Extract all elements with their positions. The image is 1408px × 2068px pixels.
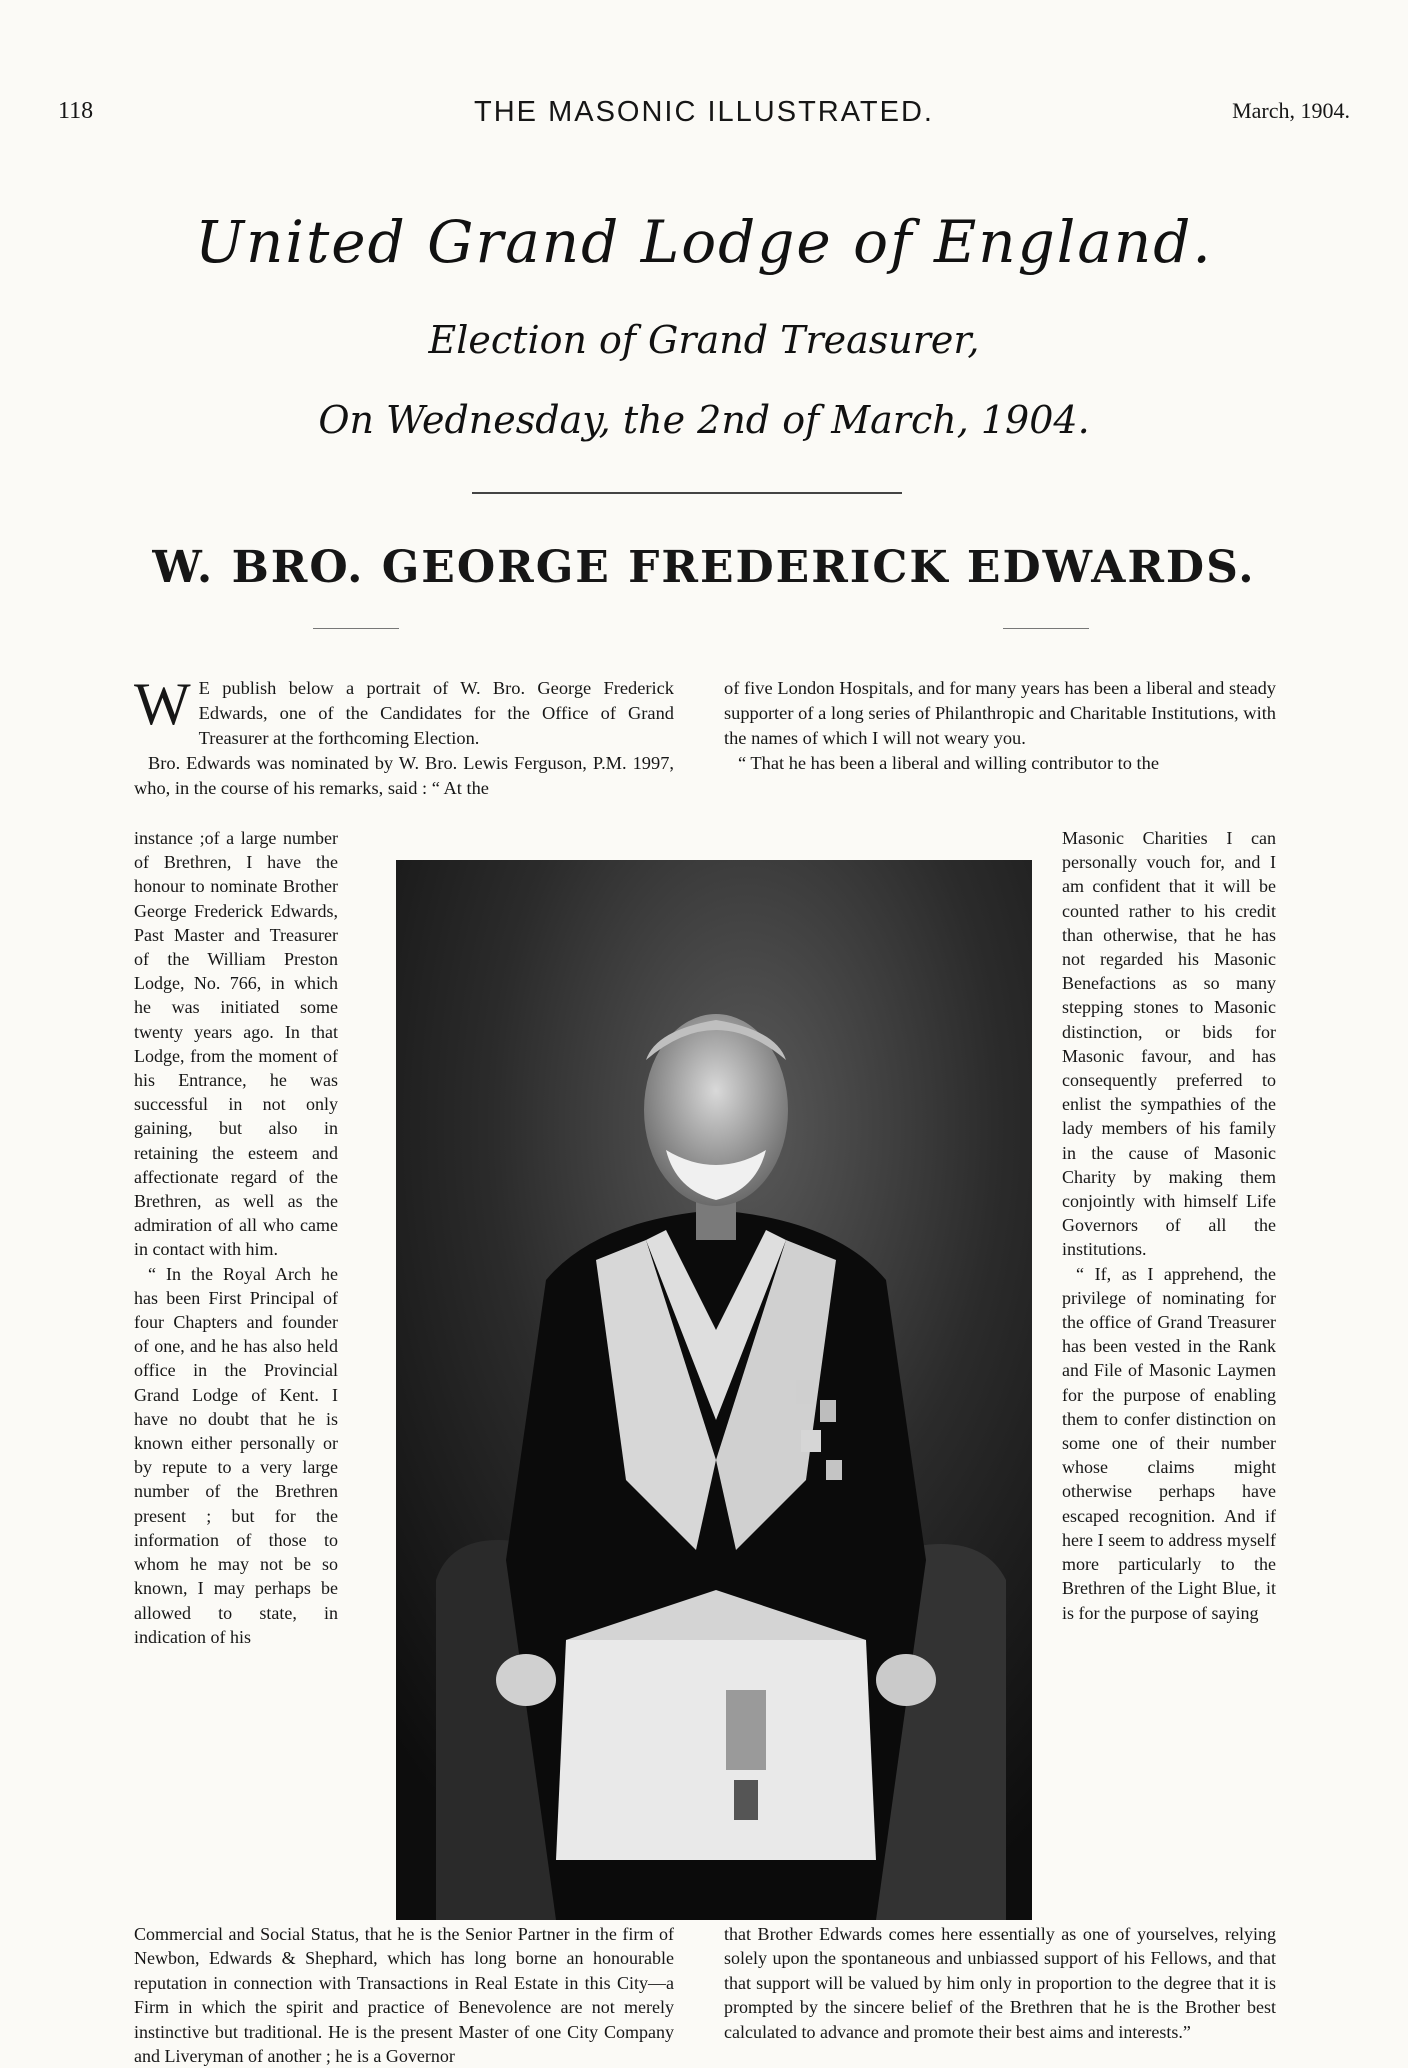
portrait-figure: [396, 860, 1032, 1920]
ornament-rule-right: [1003, 628, 1089, 629]
title-line-2: Election of Grand Treasurer,: [428, 318, 980, 362]
article-paragraph: “ If, as I apprehend, the privilege of nominating for the office of Grand Treasurer has been vested in the Rank and File of Masonic Laymen for the purpose of enabling them to confer distinction on some one of their number whose claims might otherwise perhaps have escaped recognition. And if here I seem to address myself more particularly to the Brethren of the Light Blue, it is for the purpose of saying: [1062, 1263, 1276, 1623]
article-paragraph: “ That he has been a liberal and willing contributor to the: [738, 753, 1159, 773]
article-left-top: [134, 671, 674, 801]
article-paragraph: instance ;of a large number of Brethren, I have the honour to nominate Brother George Frederick Edwards, Past Master and Treasurer of the William Preston Lodge, No. 766, in which he was initiated some twenty years ago. In that Lodge, from the moment of his Entrance, he was successful in not only gaining, but also in retaining the esteem and affectionate regard of the Brethren, as well as the admiration of all who came in contact with him.: [134, 828, 338, 1260]
title-line-3: On Wednesday, the 2nd of March, 1904.: [318, 398, 1090, 442]
article-paragraph: Masonic Charities I can personally vouch for, and I am confident that it will be counted rather to his credit than otherwise, that he has not regarded his Masonic Benefactions as so many stepping stones to Masonic distinction, or bids for Masonic favour, and has consequently preferred to enlist the sympathies of the lady members of his family in the cause of Masonic Charity by making them conjointly with himself Life Governors of all the institutions.: [1062, 828, 1276, 1260]
article-paragraph: Bro. Edwards was nominated by W. Bro. Lewis Ferguson, P.M. 1997, who, in the course of his remarks, said : “ At the: [134, 753, 674, 798]
article-left-narrow: [134, 826, 338, 1649]
portrait-photograph: [396, 860, 1032, 1920]
page-header: [58, 98, 1350, 134]
masthead: THE MASONIC ILLUSTRATED.: [474, 96, 934, 128]
article-paragraph: “ In the Royal Arch he has been First Principal of four Chapters and founder of one, and he has also held office in the Provincial Grand Lodge of Kent. I have no doubt that he is known either personally or by repute to a very large number of the Brethren present ; but for the information of those to whom he may not be so known, I may perhaps be allowed to state, in indication of his: [134, 1263, 338, 1647]
article-intro: E publish below a portrait of W. Bro. George Frederick Edwards, one of the Candidates for the Office of Grand Treasurer at the forthcoming Election.: [198, 678, 674, 748]
divider-rule: [472, 492, 902, 494]
ornament-rule-left: [313, 628, 399, 629]
article-paragraph: that Brother Edwards comes here essentially as one of yourselves, relying solely upon the spontaneous and unbiassed support of his Fellows, and that that support will be valued by him only in proportion to the degree that it is prompted by the sincere belief of the Brethren that he is the Brother best calculated to advance and promote their best aims and interests.”: [724, 1924, 1276, 2042]
article-right-bottom: [724, 1922, 1276, 2044]
article-left-bottom: [134, 1922, 674, 2068]
article-paragraph: of five London Hospitals, and for many years has been a liberal and steady supporter of a long series of Philanthropic and Charitable Institutions, with the names of which I will not weary you.: [724, 678, 1276, 748]
article-paragraph: Commercial and Social Status, that he is the Senior Partner in the firm of Newbon, Edwards & Shephard, which has long borne an honourable reputation in connection with Transactions in Real Estate in this City—a Firm in which the spirit and practice of Benevolence are not merely instinctive but traditional. He is the present Master of one City Company and Liveryman of another ; he is a Governor: [134, 1924, 674, 2067]
drop-cap: W: [134, 671, 191, 737]
article-right-narrow: [1062, 826, 1276, 1625]
title-line-1: United Grand Lodge of England.: [195, 208, 1213, 276]
issue-date: March, 1904.: [1232, 98, 1350, 123]
article-right-top: [724, 676, 1276, 776]
page-number: 118: [58, 98, 94, 124]
subject-heading: W. BRO. GEORGE FREDERICK EDWARDS.: [152, 542, 1256, 593]
